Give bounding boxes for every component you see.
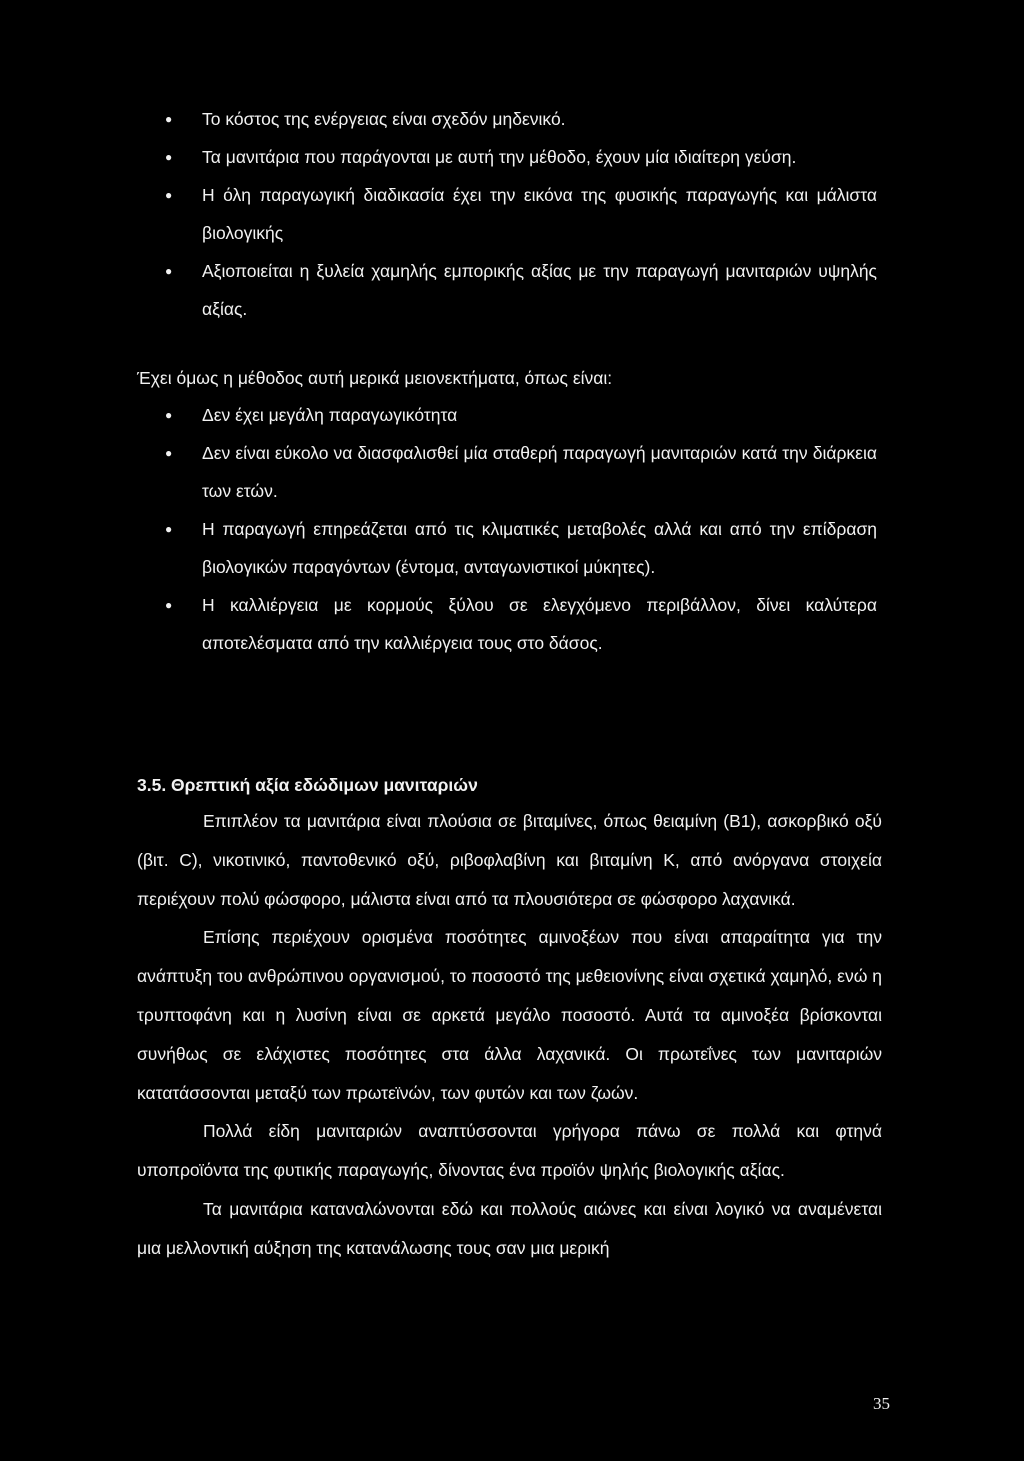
section-body (137, 802, 882, 1268)
bullet-dot-icon: ● (165, 598, 173, 612)
page-number: 35 (873, 1394, 890, 1413)
disadvantages-list (165, 396, 877, 662)
paragraph: Πολλά είδη μανιταριών αναπτύσσονται γρήγορα πάνω σε πολλά και φτηνά υποπροϊόντα της φυτικής παραγωγής, δίνοντας ένα προϊόν ψηλής βιολογικής αξίας. (137, 1121, 882, 1181)
disadvantages-intro: Έχει όμως η μέθοδος αυτή μερικά μειονεκτήματα, όπως είναι: (137, 368, 613, 388)
list-item: ● Τα μανιτάρια που παράγονται με αυτή την μέθοδο, έχουν μία ιδιαίτερη γεύση. (165, 138, 877, 176)
list-item: ● Το κόστος της ενέργειας είναι σχεδόν μηδενικό. (165, 100, 877, 138)
bullet-dot-icon: ● (165, 264, 173, 278)
paragraph: Επιπλέον τα μανιτάρια είναι πλούσια σε βιταμίνες, όπως θειαμίνη (Β1), ασκορβικό οξύ (βιτ. C), νικοτινικό, παντοθενικό οξύ, ριβοφλαβίνη και βιταμίνη Κ, από ανόργανα στοιχεία περιέχουν πολύ φώσφορο, μάλιστα είναι από τα πλουσιότερα σε φώσφορο λαχανικά. (137, 811, 882, 909)
bullet-dot-icon: ● (165, 446, 173, 460)
bullet-dot-icon: ● (165, 188, 173, 202)
list-item: ● Η όλη παραγωγική διαδικασία έχει την εικόνα της φυσικής παραγωγής και μάλιστα βιολογικής (165, 176, 877, 252)
paragraph: Τα μανιτάρια καταναλώνονται εδώ και πολλούς αιώνες και είναι λογικό να αναμένεται μια μελλοντική αύξηση της κατανάλωσης τους σαν μια μερική (137, 1198, 882, 1258)
list-item: ● Δεν έχει μεγάλη παραγωγικότητα (165, 396, 877, 434)
list-item: ● Δεν είναι εύκολο να διασφαλισθεί μία σταθερή παραγωγή μανιταριών κατά την διάρκεια των ετών. (165, 434, 877, 510)
advantages-list (165, 100, 877, 328)
bullet-dot-icon: ● (165, 408, 173, 422)
bullet-dot-icon: ● (165, 522, 173, 536)
bullet-dot-icon: ● (165, 112, 173, 126)
list-item: ● Αξιοποιείται η ξυλεία χαμηλής εμπορικής αξίας με την παραγωγή μανιταριών υψηλής αξίας. (165, 252, 877, 328)
list-item: ● Η παραγωγή επηρεάζεται από τις κλιματικές μεταβολές αλλά και από την επίδραση βιολογικών παραγόντων (έντομα, ανταγωνιστικοί μύκητες). (165, 510, 877, 586)
bullet-dot-icon: ● (165, 150, 173, 164)
section-heading: 3.5. Θρεπτική αξία εδώδιμων μανιταριών (137, 775, 478, 795)
list-item: ● Η καλλιέργεια με κορμούς ξύλου σε ελεγχόμενο περιβάλλον, δίνει καλύτερα αποτελέσματα από την καλλιέργεια τους στο δάσος. (165, 586, 877, 662)
paragraph: Επίσης περιέχουν ορισμένα ποσότητες αμινοξέων που είναι απαραίτητα για την ανάπτυξη του ανθρώπινου οργανισμού, το ποσοστό της μεθειονίνης είναι σχετικά χαμηλό, ενώ η τρυπτοφάνη και η λυσίνη είναι σε αρκετά μεγάλο ποσοστό. Αυτά τα αμινοξέα βρίσκονται συνήθως σε ελάχιστες ποσότητες στα άλλα λαχανικά. Οι πρωτεΐνες των μανιταριών κατατάσσονται μεταξύ των πρωτεϊνών, των φυτών και των ζωών. (137, 927, 882, 1103)
